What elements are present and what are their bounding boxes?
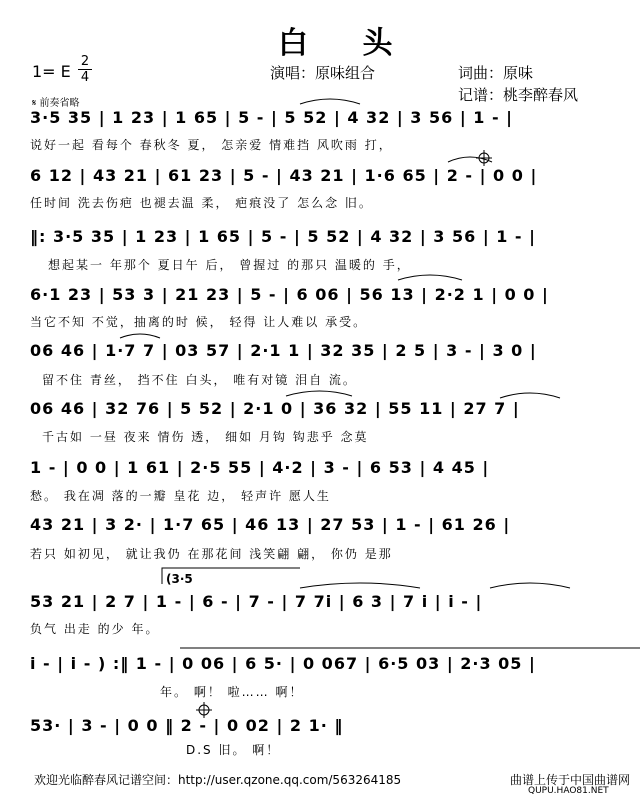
- transcriber-credit: 记谱：桃李醉春风: [458, 86, 579, 104]
- slur-mark: [300, 583, 420, 588]
- slur-mark: [398, 275, 462, 280]
- slur-mark: [500, 393, 560, 398]
- slur-mark: [120, 334, 160, 338]
- score-row-4-notes: 6·1 23 | 53 3 | 21 23 | 5 - | 6 06 | 56 13 | 2·2 1 | 0 0 |: [30, 285, 549, 304]
- score-row-10-notes: i - | i - ) :‖ 1 - | 0 06 | 6 5· | 0 067 | 6·5 03 | 2·3 05 |: [30, 654, 536, 673]
- key-signature: 1= E: [32, 62, 71, 81]
- score-row-7-lyrics: 愁。 我在凋 落的一瓣 皇花 边， 轻声许 愿人生: [30, 489, 331, 503]
- score-row-9-notes: 53 21 | 2 7 | 1 - | 6 - | 7 - | 7 7i | 6 3 | 7 i | i - |: [30, 592, 483, 611]
- score-row-2-notes: 6 12 | 43 21 | 61 23 | 5 - | 43 21 | 1·6 65 | 2 - | 0 0 |: [30, 166, 538, 185]
- score-row-1-lyrics: 说好一起 看每个 春秋冬 夏， 怎亲爱 情难挡 风吹雨 打，: [30, 138, 393, 152]
- score-row-9-lyrics: 负气 出走 的少 年。: [30, 622, 160, 636]
- prelude-note-text: 前奏省略: [39, 98, 80, 109]
- score-row-2-lyrics: 任时间 洗去伤疤 也褪去温 柔， 疤痕没了 怎么念 旧。: [30, 196, 373, 210]
- segno-icon: 𝄋: [32, 98, 37, 109]
- lyricist-credit: 词曲：原味: [458, 64, 534, 82]
- score-row-4-lyrics: 当它不知 不觉，抽离的时 候， 轻得 让人难以 承受。: [30, 315, 368, 329]
- song-title: 白 头: [278, 26, 415, 61]
- watermark-url: QUPU.HAO81.NET: [528, 786, 609, 796]
- score-row-3-lyrics: 想起某一 年那个 夏日午 后， 曾握过 的那只 温暖的 手，: [48, 258, 411, 272]
- coda-icon: [196, 702, 212, 718]
- volta-bracket-label: (3·5: [166, 572, 193, 586]
- score-row-6-notes: 06 46 | 32 76 | 5 52 | 2·1 0 | 36 32 | 55 11 | 27 7 |: [30, 399, 520, 418]
- slur-mark: [300, 99, 360, 104]
- time-signature-bottom: 4: [80, 70, 90, 85]
- slur-mark: [490, 583, 570, 588]
- score-row-1-notes: 3·5 35 | 1 23 | 1 65 | 5 - | 5 52 | 4 32 | 3 56 | 1 - |: [30, 108, 514, 127]
- volta-bracket: [162, 568, 300, 584]
- time-signature-top: 2: [80, 54, 90, 69]
- watermark-text: 曲谱上传于中国曲谱网: [510, 773, 631, 787]
- score-row-8-notes: 43 21 | 3 2· | 1·7 65 | 46 13 | 27 53 | 1 - | 61 26 |: [30, 515, 511, 534]
- singer-credit: 演唱：原味组合: [270, 64, 376, 82]
- score-row-11-notes: 53· | 3 - | 0 0 ‖ 2 - | 0 02 | 2 1· ‖: [30, 716, 344, 735]
- score-row-6-lyrics: 千古如 一昼 夜来 情伤 透， 细如 月钩 钩悲乎 念莫: [42, 430, 369, 444]
- score-row-11-lyrics: D.S 旧。 啊！: [186, 743, 281, 757]
- score-row-5-lyrics: 留不住 青丝， 挡不住 白头， 唯有对镜 泪自 流。: [42, 373, 357, 387]
- score-row-8-lyrics: 若只 如初见， 就让我仍 在那花间 浅笑翩 翩， 你仍 是那: [30, 547, 393, 561]
- footer-credit: 欢迎光临醉春风记谱空间：http://user.qzone.qq.com/563264185: [34, 773, 402, 787]
- score-row-3-notes: ‖: 3·5 35 | 1 23 | 1 65 | 5 - | 5 52 | 4 32 | 3 56 | 1 - |: [30, 227, 536, 246]
- score-row-5-notes: 06 46 | 1·7 7 | 03 57 | 2·1 1 | 32 35 | 2 5 | 3 - | 3 0 |: [30, 341, 537, 360]
- score-row-10-lyrics: 年。 啊！ 啦…… 啊！: [160, 685, 304, 699]
- score-row-7-notes: 1 - | 0 0 | 1 61 | 2·5 55 | 4·2 | 3 - | 6 53 | 4 45 |: [30, 458, 490, 477]
- coda-icon: [476, 150, 492, 166]
- slur-mark: [286, 391, 352, 396]
